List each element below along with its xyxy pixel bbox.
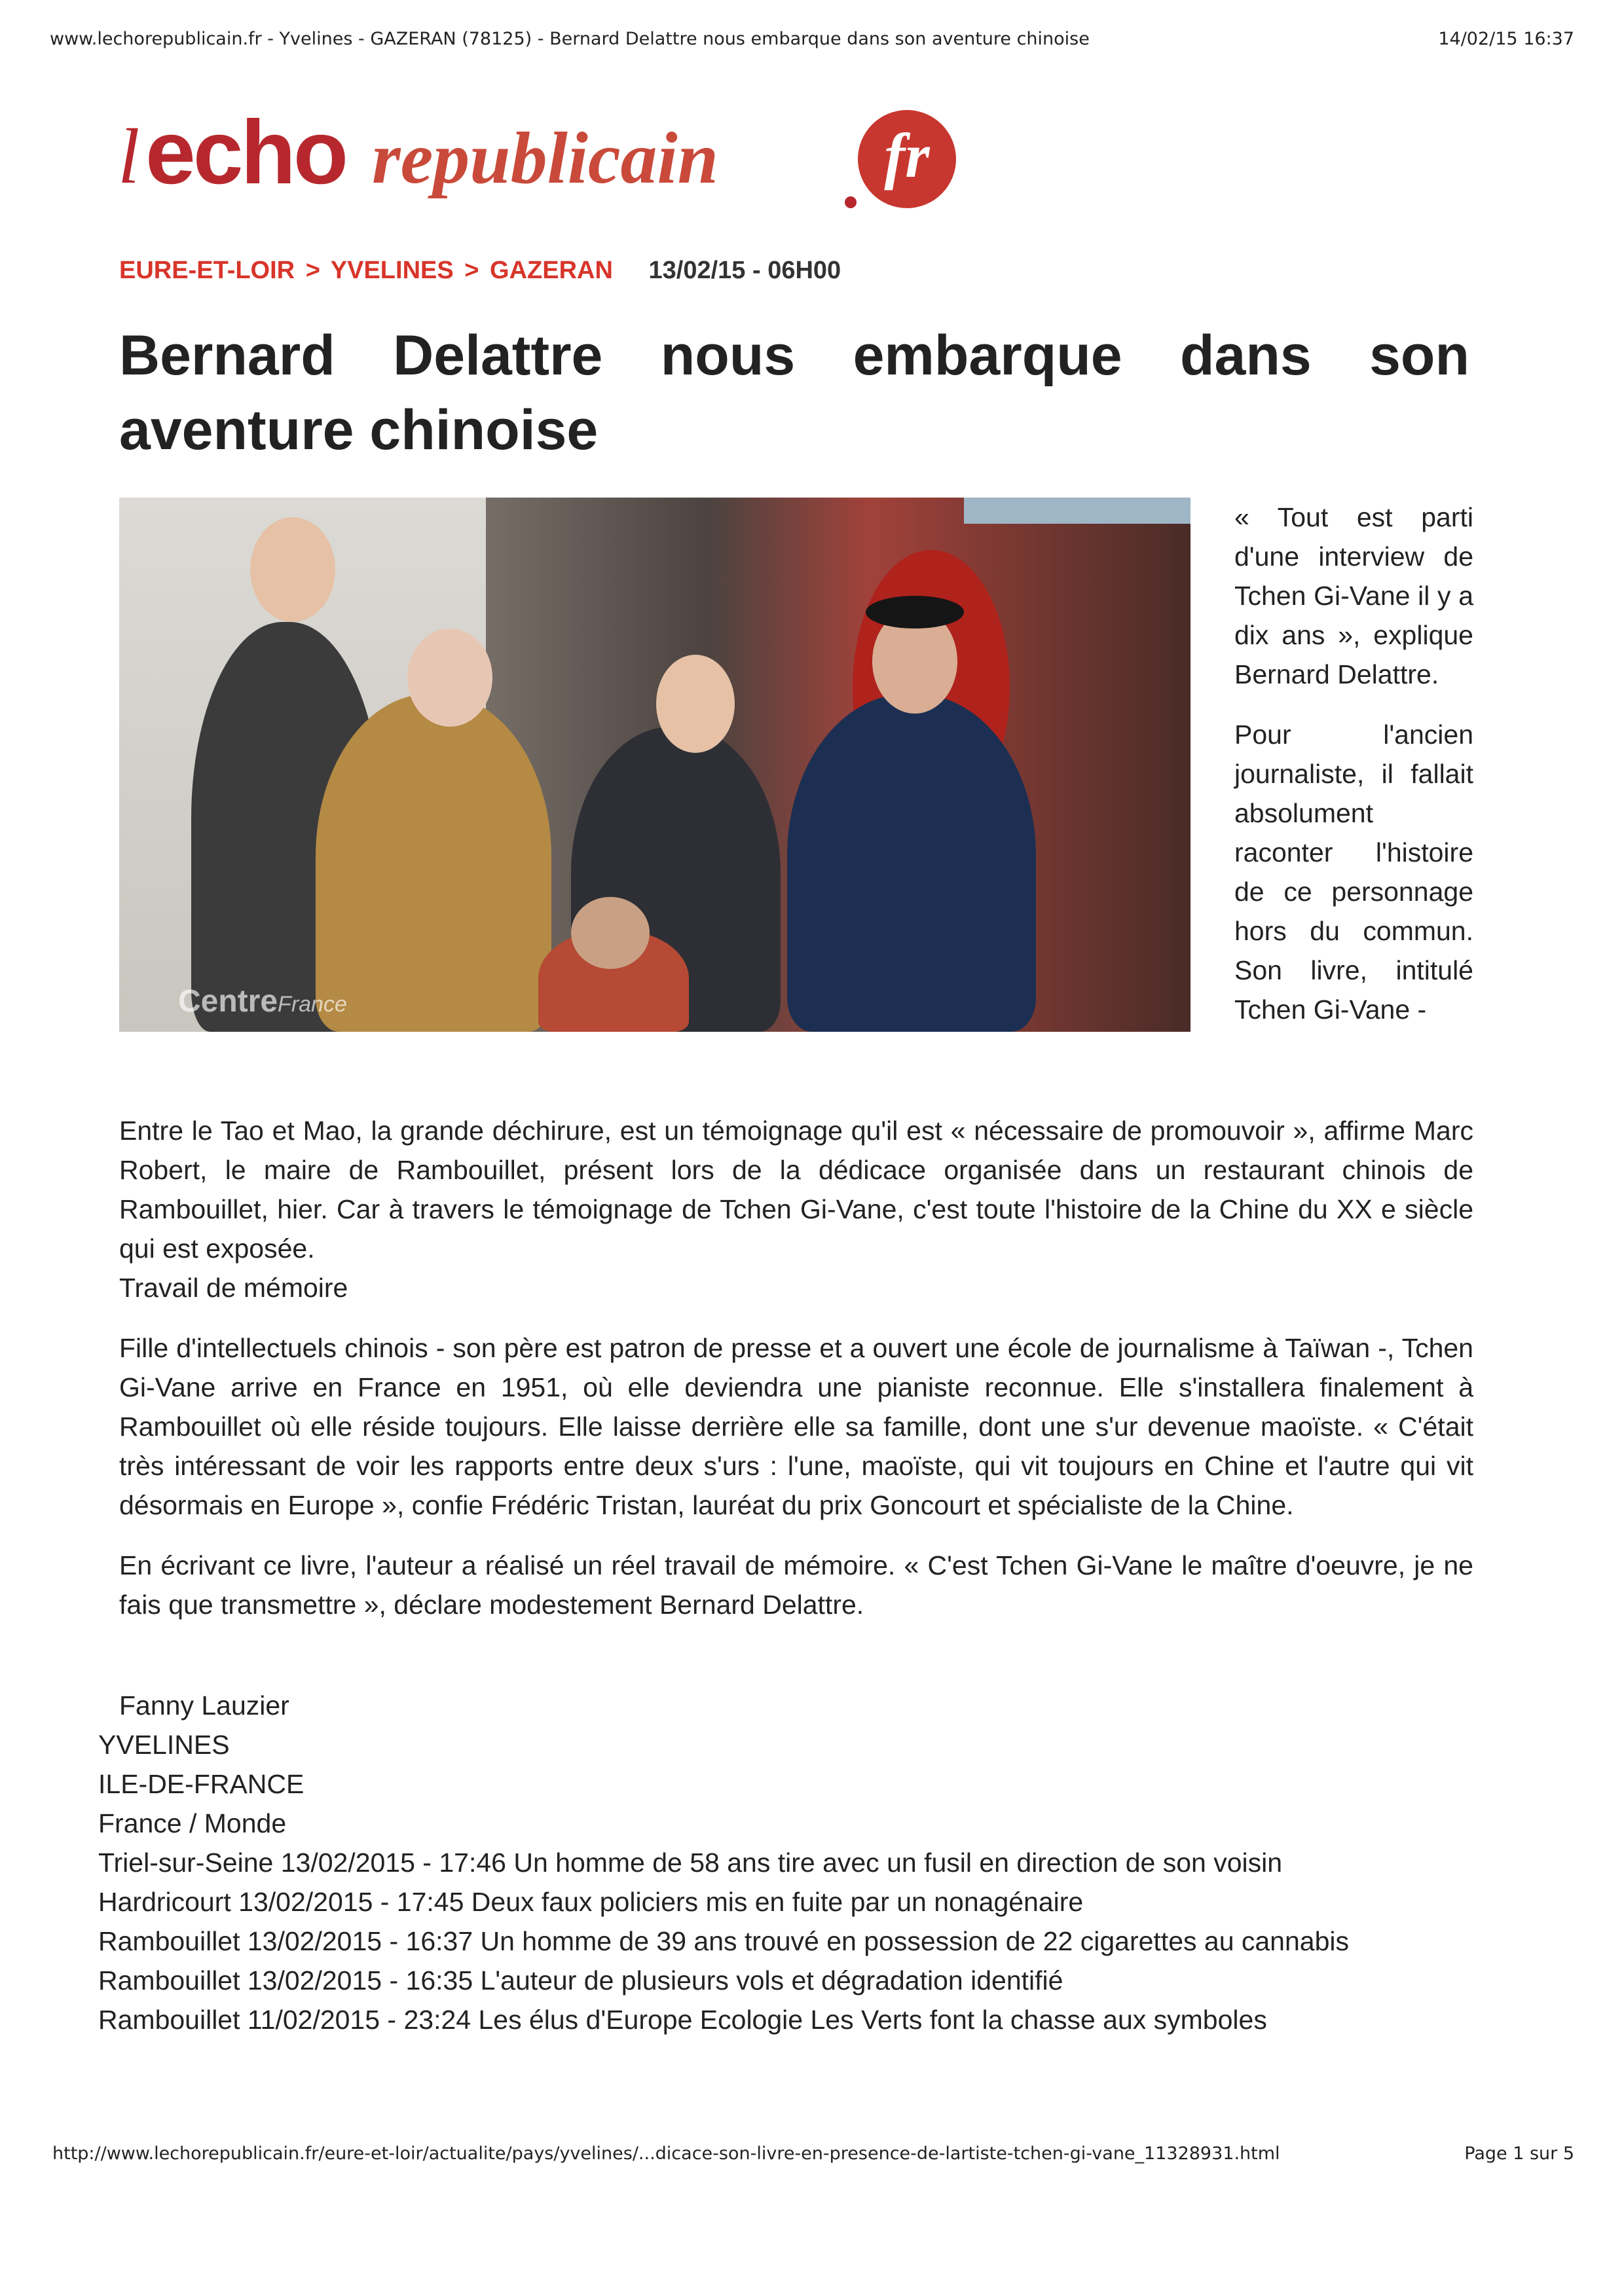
related-article-link[interactable]: Rambouillet 13/02/2015 - 16:37 Un homme de 39 ans trouvé en possession de 22 cigarettes au cannabis: [98, 1926, 1350, 1956]
photo-person-1-head: [250, 517, 335, 622]
article-paragraph: « Tout est parti d'une interview de Tchen Gi-Vane il y a dix ans », explique Bernard Delattre.: [1234, 502, 1473, 689]
article-paragraph: Fille d'intellectuels chinois - son père est patron de presse et a ouvert une école de journalisme à Taïwan -, Tchen Gi-Vane arrive en France en 1951, où elle deviendra une pianiste reconnue. Elle s'installera finalement à Rambouillet où elle réside toujours. Elle laisse derrière elle sa famille, dont une s'ur devenue maoïste. « C'était très intéressant de voir les rapports entre deux s'urs : l'une, maoïste, qui vit toujours en Chine et l'autre qui vit désormais en Europe », confie Frédéric Tristan, lauréat du prix Goncourt et spécialiste de la Chine.: [119, 1333, 1473, 1520]
related-article-link[interactable]: Rambouillet 11/02/2015 - 23:24 Les élus d'Europe Ecologie Les Verts font la chasse aux symboles: [98, 2005, 1267, 2035]
related-article-link[interactable]: Triel-sur-Seine 13/02/2015 - 17:46 Un homme de 58 ans tire avec un fusil en direction de son voisin: [98, 1848, 1283, 1878]
related-links: [98, 1725, 1480, 2039]
article-paragraph: En écrivant ce livre, l'auteur a réalisé un réel travail de mémoire. « C'est Tchen Gi-Vane le maître d'oeuvre, je ne fais que transmettre », déclare modestement Bernard Delattre.: [119, 1550, 1473, 1620]
photo-person-2: [316, 694, 551, 1032]
article-headline: Bernard Delattre nous embarque dans son aventure chinoise: [119, 324, 1469, 462]
photo-person-4-hat: [866, 596, 964, 629]
print-footer-page-number: Page 1 sur 5: [1464, 2143, 1574, 2164]
article-photo: [119, 498, 1190, 1032]
article-body: [119, 1111, 1473, 1645]
article-paragraph: Pour l'ancien journaliste, il fallait absolument raconter l'histoire de ce personnage hors du commun. Son livre, intitulé Tchen Gi-Vane -: [1234, 720, 1473, 1025]
article-author: Fanny Lauzier: [119, 1690, 289, 1721]
logo-republicain: republicain: [372, 118, 718, 199]
logo-letter-l: l: [118, 113, 139, 200]
related-article-link[interactable]: Rambouillet 13/02/2015 - 16:35 L'auteur de plusieurs vols et dégradation identifié: [98, 1965, 1063, 1995]
photo-person-5-head: [571, 897, 650, 969]
print-header: [50, 29, 1574, 55]
photo-watermark-main: Centre: [178, 984, 278, 1019]
breadcrumb-item-eure-et-loir[interactable]: EURE-ET-LOIR: [119, 257, 295, 284]
photo-watermark-small: France: [278, 992, 347, 1017]
photo-watermark: [178, 983, 347, 1019]
breadcrumb-item-gazeran[interactable]: GAZERAN: [490, 257, 613, 284]
breadcrumb: [119, 257, 841, 289]
print-header-timestamp: 14/02/15 16:37: [1438, 29, 1574, 49]
breadcrumb-item-yvelines[interactable]: YVELINES: [330, 257, 454, 284]
print-footer-url: http://www.lechorepublicain.fr/eure-et-loir/actualite/pays/yvelines/...dicace-son-livre-en-presence-de-lartiste-tchen-gi-vane_11328931.html: [52, 2143, 1280, 2164]
article-continuation: Entre le Tao et Mao, la grande déchirure, est un témoignage qu'il est « nécessaire de promouvoir », affirme Marc Robert, le maire de Rambouillet, présent lors de la dédicace organisée dans un restaurant chinois de Rambouillet, hier. Car à travers le témoignage de Tchen Gi-Vane, c'est toute l'histoire de la Chine du XX e siècle qui est exposée.: [119, 1116, 1473, 1264]
photo-lamp: [964, 498, 1190, 524]
breadcrumb-separator: >: [305, 257, 320, 284]
photo-person-4: [787, 694, 1036, 1032]
photo-person-3-head: [656, 655, 735, 753]
site-logo[interactable]: [118, 98, 930, 216]
section-link-yvelines[interactable]: YVELINES: [98, 1730, 230, 1760]
print-header-url-title: www.lechorepublicain.fr - Yvelines - GAZERAN (78125) - Bernard Delattre nous embarque dans son aventure chinoise: [50, 29, 1090, 49]
related-article-link[interactable]: Hardricourt 13/02/2015 - 17:45 Deux faux policiers mis en fuite par un nonagénaire: [98, 1887, 1084, 1917]
logo-dot: [845, 196, 857, 208]
section-link-france-monde[interactable]: France / Monde: [98, 1808, 287, 1838]
print-footer: [52, 2143, 1574, 2170]
breadcrumb-separator: >: [464, 257, 479, 284]
photo-person-2-head: [407, 629, 492, 727]
article-subheading: Travail de mémoire: [119, 1273, 348, 1303]
section-link-ile-de-france[interactable]: ILE-DE-FRANCE: [98, 1769, 304, 1799]
logo-echo: echo: [145, 102, 346, 203]
logo-fr-badge: fr: [858, 110, 956, 208]
article-date: 13/02/15 - 06H00: [648, 257, 841, 284]
article-side-column: [1234, 498, 1473, 1050]
